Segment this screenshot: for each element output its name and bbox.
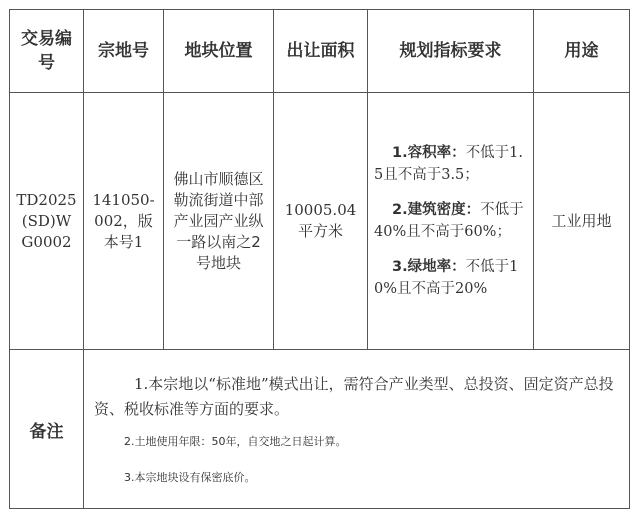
planning-item-label: 2.建筑密度：: [392, 202, 481, 218]
header-area: 出让面积: [274, 10, 368, 93]
planning-item-plot-ratio: [374, 142, 527, 186]
note-item: 2.土地使用年限：50年，自交地之日起计算。: [124, 435, 347, 448]
location-cell: 佛山市顺德区勒流街道中部产业园产业纵一路以南之2号地块: [164, 93, 274, 350]
planning-item-text: 不低于40%且不高于60%；: [374, 202, 524, 240]
table-row: [10, 93, 630, 350]
note-item: 1.本宗地以“标准地”模式出让，需符合产业类型、总投资、固定资产总投资、税收标准等方面的要求。: [94, 375, 614, 418]
notes-row: [10, 350, 630, 509]
planning-item-label: 3.绿地率：: [392, 259, 466, 275]
usage-cell: 工业用地: [534, 93, 630, 350]
parcel-no-cell: 141050-002，版本号1: [84, 93, 164, 350]
header-parcel-no: 宗地号: [84, 10, 164, 93]
planning-cell: [368, 93, 534, 350]
notes-body: [84, 350, 630, 509]
planning-item-building-density: [374, 199, 527, 243]
note-item: 3.本宗地块设有保密底价。: [124, 471, 256, 484]
header-trade-no: 交易编号: [10, 10, 84, 93]
trade-no-cell: TD2025(SD)WG0002: [10, 93, 84, 350]
area-cell: 10005.04平方米: [274, 93, 368, 350]
planning-item-green-ratio: [374, 256, 527, 300]
notes-label: 备注: [10, 350, 84, 509]
header-row: [10, 10, 630, 93]
header-planning: 规划指标要求: [368, 10, 534, 93]
planning-item-text: 不低于10%且不高于20%: [374, 259, 519, 297]
header-usage: 用途: [534, 10, 630, 93]
header-location: 地块位置: [164, 10, 274, 93]
planning-item-text: 不低于1.5且不高于3.5；: [374, 145, 523, 183]
land-transfer-table: [9, 9, 630, 509]
planning-item-label: 1.容积率：: [392, 145, 466, 161]
